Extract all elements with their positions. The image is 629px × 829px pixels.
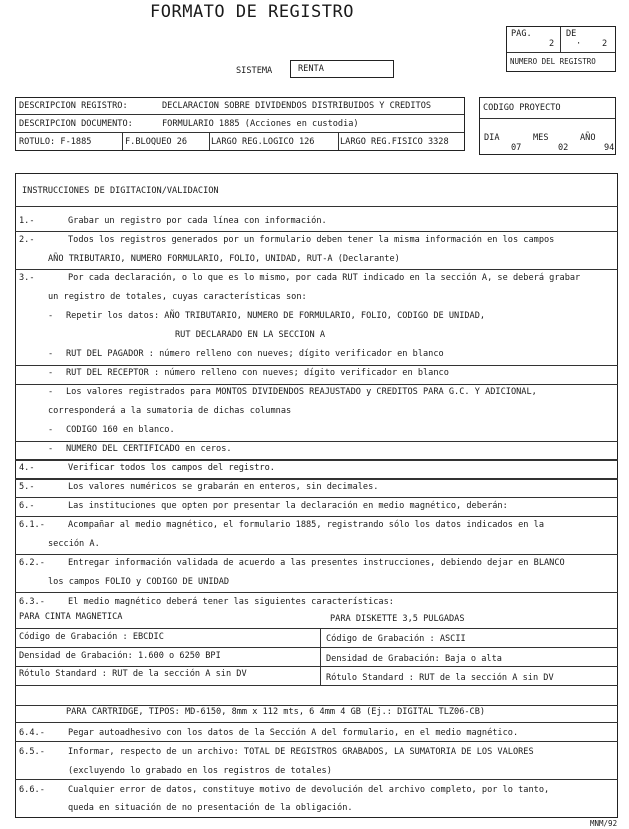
instruction-number: - xyxy=(48,444,54,454)
media-column-divider xyxy=(320,628,321,685)
instruction-text: corresponderá a la sumatoria de dichas columnas xyxy=(48,406,292,416)
sistema-value: RENTA xyxy=(298,64,324,74)
row-divider xyxy=(15,384,618,385)
instruction-number: 6.- xyxy=(19,501,35,511)
instruction-text: (excluyendo lo grabado en los registros de totales) xyxy=(68,766,332,776)
instruction-number: 4.- xyxy=(19,463,35,473)
instruction-number: - xyxy=(48,368,54,378)
row-divider xyxy=(15,741,618,742)
row-divider xyxy=(15,516,618,517)
instruction-text: un registro de totales, cuyas características son: xyxy=(48,292,307,302)
instruction-text: los campos FOLIO y CODIGO DE UNIDAD xyxy=(48,577,230,587)
mes-label: MES xyxy=(533,133,549,143)
media-cinta-rotulo: Rótulo Standard : RUT de la sección A sin DV xyxy=(19,669,247,679)
instruction-text: Todos los registros generados por un formulario deben tener la misma información en los campos xyxy=(68,235,555,245)
instruction-number: 3.- xyxy=(19,273,35,283)
instruction-text: sección A. xyxy=(48,539,100,549)
largo-fisico: LARGO REG.FISICO 3328 xyxy=(340,137,449,147)
dia-label: DIA xyxy=(484,133,500,143)
instruction-text: Verificar todos los campos del registro. xyxy=(68,463,275,473)
row-divider xyxy=(15,554,618,555)
pag-total: 2 xyxy=(602,39,608,49)
largo-logico: LARGO REG.LOGICO 126 xyxy=(211,137,315,147)
ano-value: 94 xyxy=(604,143,615,153)
descripcion-documento-value: FORMULARIO 1885 (Acciones en custodia) xyxy=(162,119,359,129)
media-divider xyxy=(15,722,618,723)
media-diskette-densidad: Densidad de Grabación: Baja o alta xyxy=(326,654,502,664)
instruction-text: Entregar información validada de acuerdo a las presentes instrucciones, debiendo dejar en BLANCO xyxy=(68,558,565,568)
media-cinta-codigo: Código de Grabación : EBCDIC xyxy=(19,632,164,642)
instruction-text: CODIGO 160 en blanco. xyxy=(66,425,175,435)
instruction-text: RUT DEL PAGADOR : número relleno con nueves; dígito verificador en blanco xyxy=(66,349,444,359)
row-divider xyxy=(15,460,618,461)
instruction-text: Por cada declaración, o lo que es lo mismo, por cada RUT indicado en la sección A, se deberá grabar xyxy=(68,273,581,283)
media-cinta-densidad: Densidad de Grabación: 1.600 o 6250 BPI xyxy=(19,651,221,661)
descripcion-registro-label: DESCRIPCION REGISTRO: xyxy=(19,101,128,111)
descripcion-registro-value: DECLARACION SOBRE DIVIDENDOS DISTRIBUIDOS Y CREDITOS xyxy=(162,101,432,111)
page-title: FORMATO DE REGISTRO xyxy=(150,2,354,22)
instruction-text: Las instituciones que opten por presentar la declaración en medio magnético, deberán: xyxy=(68,501,508,511)
media-diskette-codigo: Código de Grabación : ASCII xyxy=(326,634,466,644)
instruction-number: 6.1.- xyxy=(19,520,45,530)
row-divider xyxy=(15,231,618,232)
media-divider xyxy=(15,705,618,706)
instruction-text: Repetir los datos: AÑO TRIBUTARIO, NUMERO DE FORMULARIO, FOLIO, CODIGO DE UNIDAD, xyxy=(66,311,486,321)
row-divider xyxy=(15,779,618,780)
media-diskette-title: PARA DISKETTE 3,5 PULGADAS xyxy=(330,614,465,624)
media-divider xyxy=(15,628,618,629)
instruction-text: NUMERO DEL CERTIFICADO en ceros. xyxy=(66,444,232,454)
row-divider xyxy=(15,269,618,270)
sistema-label: SISTEMA xyxy=(236,66,273,76)
row-divider xyxy=(15,497,618,498)
instruction-text: Los valores numéricos se grabarán en enteros, sin decimales. xyxy=(68,482,379,492)
instruction-text: AÑO TRIBUTARIO, NUMERO FORMULARIO, FOLIO, UNIDAD, RUT-A (Declarante) xyxy=(48,254,400,264)
mes-value: 02 xyxy=(558,143,569,153)
instruction-number: 1.- xyxy=(19,216,35,226)
instruction-number: 6.5.- xyxy=(19,747,45,757)
de-label: DE xyxy=(566,29,577,39)
pag-number: 2 xyxy=(549,39,555,49)
instruction-number: 2.- xyxy=(19,235,35,245)
instruction-text: Grabar un registro por cada línea con información. xyxy=(68,216,327,226)
instruction-text: queda en situación de no presentación de la obligación. xyxy=(68,803,353,813)
row-divider xyxy=(15,592,618,593)
instruction-number: - xyxy=(48,349,54,359)
instruction-text: Los valores registrados para MONTOS DIVIDENDOS REAJUSTADO y CREDITOS PARA G.C. Y ADICIONAL, xyxy=(66,387,537,397)
row-divider xyxy=(15,365,618,366)
instruction-text: Informar, respecto de un archivo: TOTAL DE REGISTROS GRABADOS, LA SUMATORIA DE LOS VALORES xyxy=(68,747,534,757)
media-cartridge: PARA CARTRIDGE, TIPOS: MD-6150, 8mm x 112 mts, 6 4mm 4 GB (Ej.: DIGITAL TLZ06-CB) xyxy=(66,707,486,717)
instruction-number: 5.- xyxy=(19,482,35,492)
descripcion-documento-label: DESCRIPCION DOCUMENTO: xyxy=(19,119,133,129)
dia-value: 07 xyxy=(511,143,522,153)
media-divider xyxy=(15,647,618,648)
instruction-number: 6.6.- xyxy=(19,785,45,795)
instruction-text: Cualquier error de datos, constituye motivo de devolución del archivo completo, por lo tanto, xyxy=(68,785,550,795)
instruction-number: 6.4.- xyxy=(19,728,45,738)
footer-code: MNM/92 xyxy=(590,819,618,828)
instruction-number: - xyxy=(48,387,54,397)
media-cinta-title: PARA CINTA MAGNETICA xyxy=(19,612,123,622)
instruction-text: RUT DECLARADO EN LA SECCION A xyxy=(175,330,326,340)
media-divider xyxy=(15,685,618,686)
rotulo: ROTULO: F-1885 xyxy=(19,137,92,147)
instructions-title: INSTRUCCIONES DE DIGITACION/VALIDACION xyxy=(22,186,219,196)
instruction-number: - xyxy=(48,311,54,321)
media-divider xyxy=(15,666,618,667)
pag-label: PAG. xyxy=(511,29,532,39)
instruction-text: RUT DEL RECEPTOR : número relleno con nueves; dígito verificador en blanco xyxy=(66,368,449,378)
instruction-number: - xyxy=(48,425,54,435)
media-diskette-rotulo: Rótulo Standard : RUT de la sección A sin DV xyxy=(326,673,554,683)
numero-registro-label: NUMERO DEL REGISTRO xyxy=(510,57,596,66)
codigo-proyecto-label: CODIGO PROYECTO xyxy=(483,103,561,113)
de-dot: · xyxy=(576,39,582,49)
instruction-number: 6.3.- xyxy=(19,597,45,607)
ano-label: AÑO xyxy=(580,133,596,143)
instruction-number: 6.2.- xyxy=(19,558,45,568)
row-divider xyxy=(15,441,618,442)
bloqueo: F.BLOQUEO 26 xyxy=(125,137,188,147)
instruction-text: Acompañar al medio magnético, el formulario 1885, registrando sólo los datos indicados en la xyxy=(68,520,544,530)
instruction-text: Pegar autoadhesivo con los datos de la Sección A del formulario, en el medio magnético. xyxy=(68,728,519,738)
row-divider xyxy=(15,479,618,480)
instruction-text: El medio magnético deberá tener las siguientes características: xyxy=(68,597,394,607)
